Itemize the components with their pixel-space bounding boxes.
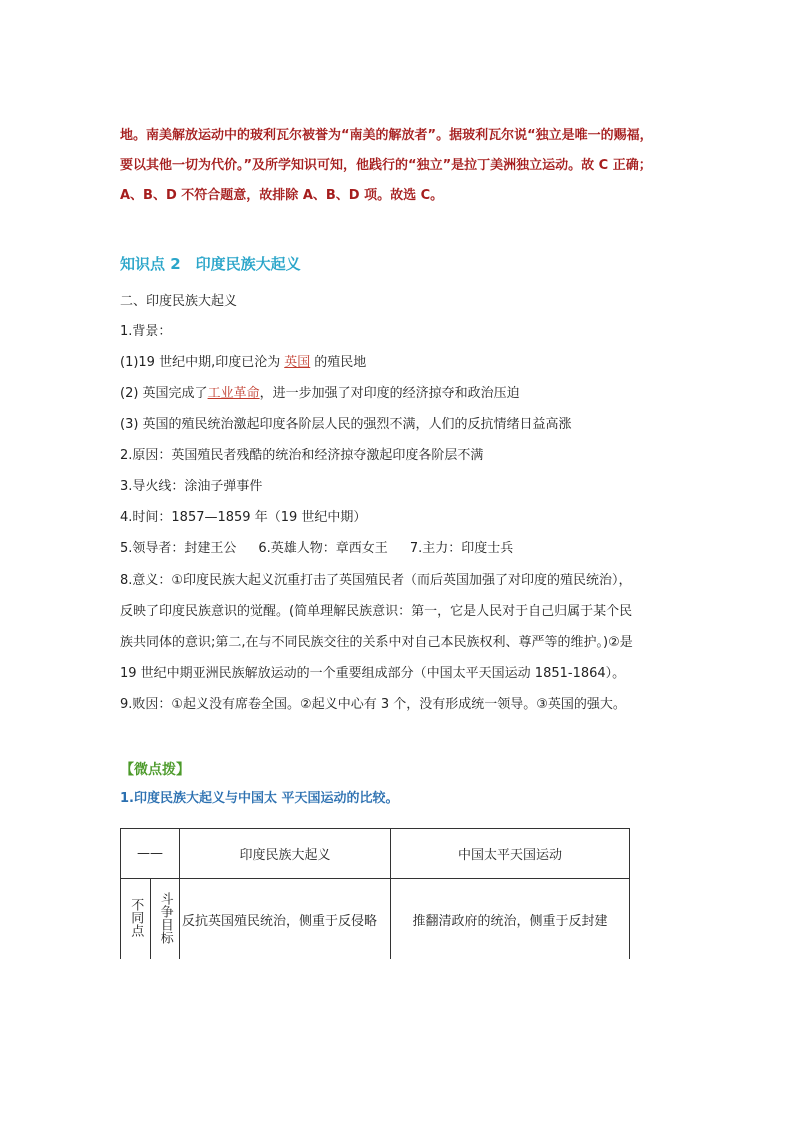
table-header-china: 中国太平天国运动 — [391, 829, 630, 879]
answer-line-2: 要以其他一切为代价。”及所学知识可知，他践行的“独立”是拉丁美洲独立运动。故 C 正确； — [120, 158, 652, 173]
background-item-1 — [120, 353, 366, 373]
significance-line-3: 族共同体的意识;第二,在与不同民族交往的关系中对自己本民族权利、尊严等的维护。)②是 — [120, 635, 633, 650]
table-row-label — [150, 879, 180, 961]
bg2-post: ，进一步加强了对印度的经济掠夺和政治压迫 — [259, 386, 520, 401]
answer-line-1: 地。南美解放运动中的玻利瓦尔被誉为“南美的解放者”。据玻利瓦尔说“独立是唯一的赐福， — [120, 128, 653, 143]
comparison-title: 1.印度民族大起义与中国太 平天国运动的比较。 — [120, 791, 399, 806]
leader: 5.领导者：封建王公 — [120, 541, 237, 556]
answer-line-3: A、B、D 不符合题意，故排除 A、B、D 项。故选 C。 — [120, 188, 444, 203]
bg2-blank: 工业革命 — [207, 386, 260, 401]
micro-tip-title: 【微点拨】 — [120, 762, 190, 778]
hero: 6.英雄人物：章西女王 — [258, 541, 388, 556]
bg1-blank: 英国 — [284, 355, 311, 370]
main-force: 7.主力：印度士兵 — [409, 541, 514, 556]
time: 4.时间：1857—1859 年（19 世纪中期） — [120, 510, 367, 525]
table-row-group — [121, 879, 151, 961]
people-line — [120, 539, 513, 559]
table-corner-cell: —— — [121, 829, 180, 879]
table-header-india: 印度民族大起义 — [180, 829, 391, 879]
page-cut-mask — [110, 959, 650, 969]
row-label-text: 斗争目标 — [157, 891, 173, 944]
knowledge-point-title: 知识点 2 印度民族大起义 — [120, 255, 301, 273]
table-header-row — [121, 829, 630, 879]
bg2-pre: (2) 英国完成了 — [120, 386, 208, 401]
row-group-label: 不同点 — [128, 898, 144, 937]
background-item-2 — [120, 384, 520, 404]
comparison-table — [120, 828, 630, 961]
bg1-pre: (1)19 世纪中期,印度已沦为 — [120, 355, 281, 370]
fuse: 3.导火线：涂油子弹事件 — [120, 479, 263, 494]
significance-line-1: 8.意义：①印度民族大起义沉重打击了英国殖民者（而后英国加强了对印度的殖民统治）， — [120, 573, 632, 588]
background-item-3: (3) 英国的殖民统治激起印度各阶层人民的强烈不满，人们的反抗情绪日益高涨 — [120, 417, 572, 432]
table-cell-china: 推翻清政府的统治，侧重于反封建 — [391, 879, 630, 961]
table-cell-india: 反抗英国殖民统治，侧重于反侵略 — [180, 879, 391, 961]
failure-reasons: 9.败因：①起义没有席卷全国。②起义中心有 3 个，没有形成统一领导。③英国的强大。 — [120, 697, 626, 712]
background-label: 1.背景： — [120, 324, 172, 339]
significance-line-2: 反映了印度民族意识的觉醒。(简单理解民族意识：第一，它是人民对于自己归属于某个民 — [120, 604, 633, 619]
table-row — [121, 879, 630, 961]
significance-line-4: 19 世纪中期亚洲民族解放运动的一个重要组成部分（中国太平天国运动 1851-1864）。 — [120, 666, 626, 681]
cause: 2.原因：英国殖民者残酷的统治和经济掠夺激起印度各阶层不满 — [120, 448, 484, 463]
section-heading: 二、印度民族大起义 — [120, 294, 238, 309]
bg1-post: 的殖民地 — [314, 355, 367, 370]
